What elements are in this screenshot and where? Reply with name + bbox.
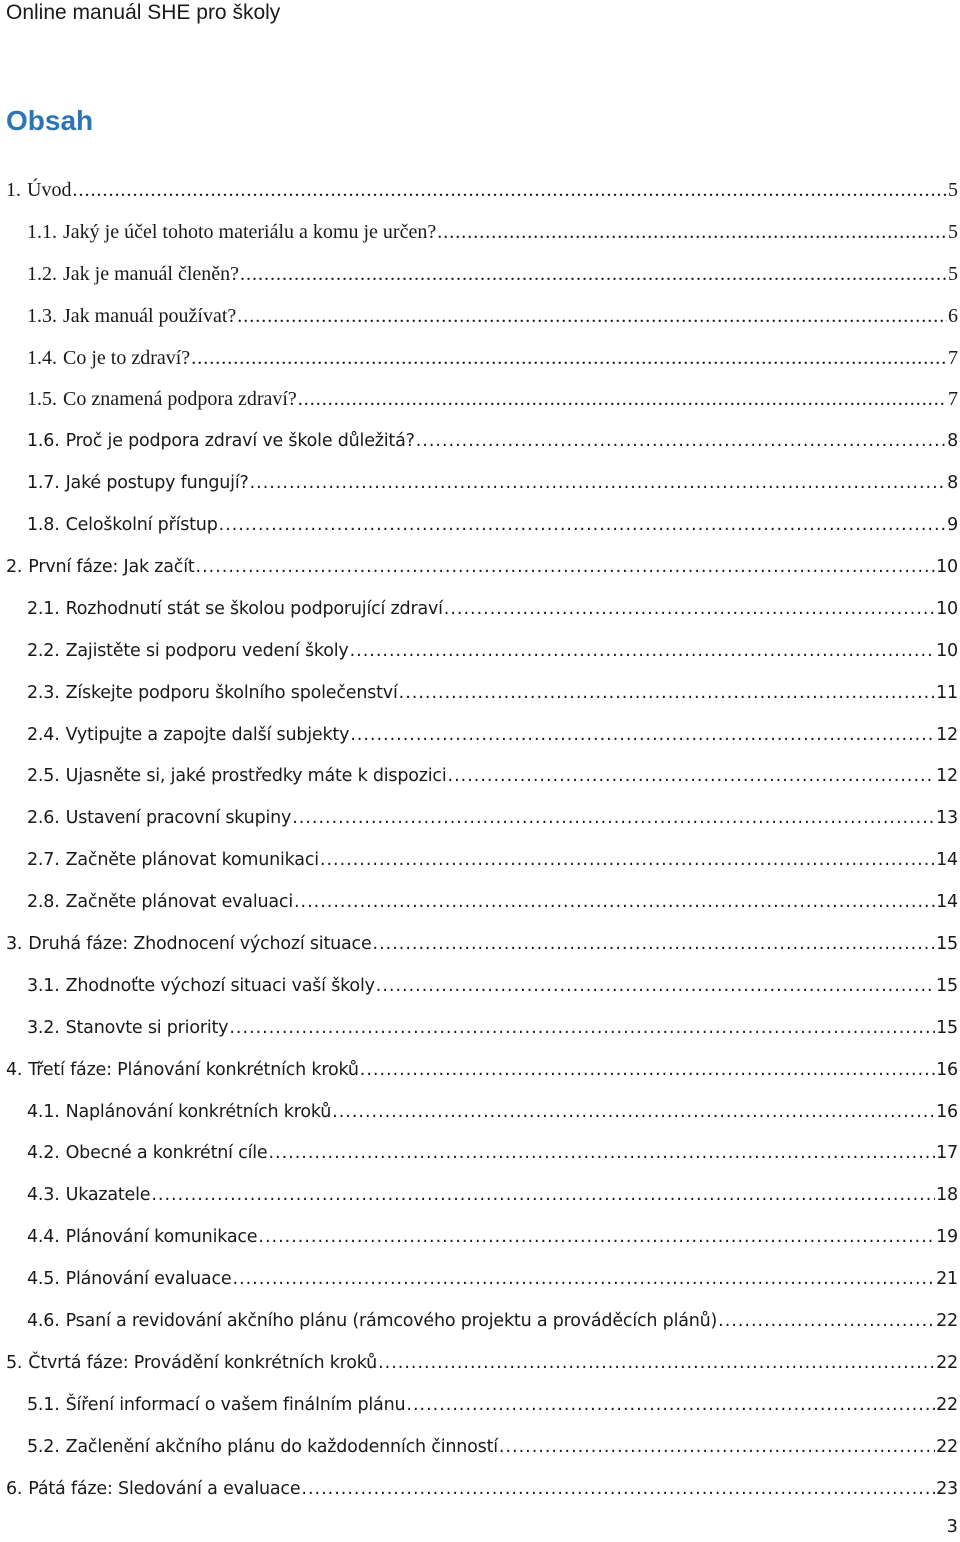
toc-dot-leader (444, 589, 935, 631)
toc-entry-page: 21 (936, 1269, 958, 1290)
toc-entry-page: 8 (947, 473, 958, 494)
toc-entry-number: 4.6. (27, 1311, 60, 1332)
toc-entry-number: 3.2. (27, 1017, 60, 1038)
toc-dot-leader (350, 715, 935, 757)
toc-entry[interactable] (0, 379, 960, 421)
toc-entry[interactable] (0, 1469, 960, 1511)
toc-dot-leader (72, 170, 947, 212)
toc-entry-page: 12 (936, 724, 958, 745)
toc-entry[interactable] (0, 840, 960, 882)
toc-entry-number: 4.5. (27, 1269, 60, 1290)
toc-dot-leader (320, 840, 935, 882)
toc-entry[interactable] (0, 463, 960, 505)
toc-dot-leader (437, 212, 947, 254)
toc-entry-page: 9 (947, 515, 958, 536)
toc-entry-title: Zhodnoťte výchozí situaci vaší školy (65, 975, 375, 996)
toc-entry[interactable] (0, 421, 960, 463)
toc-entry-page: 18 (936, 1185, 958, 1206)
running-header: Online manuál SHE pro školy (6, 1, 281, 24)
toc-entry-page: 12 (936, 766, 958, 787)
toc-entry-number: 4.4. (27, 1227, 60, 1248)
toc-dot-leader (219, 505, 946, 547)
toc-entry-title: Psaní a revidování akčního plánu (rámcového projektu a prováděcích plánů) (65, 1311, 718, 1332)
toc-entry-title: Úvod (27, 179, 72, 201)
toc-entry-number: 1. (6, 179, 21, 201)
toc-entry[interactable] (0, 338, 960, 380)
toc-entry-number: 1.2. (27, 262, 57, 285)
toc-entry-title: Druhá fáze: Zhodnocení výchozí situace (28, 934, 372, 955)
toc-entry-number: 1.4. (27, 346, 57, 369)
toc-entry-number: 2.1. (27, 598, 60, 619)
toc-entry-number: 2.7. (27, 850, 60, 871)
toc-entry[interactable] (0, 296, 960, 338)
toc-entry[interactable] (0, 1008, 960, 1050)
toc-dot-leader (232, 1259, 935, 1301)
toc-entry-title: Jak manuál používat? (63, 304, 237, 327)
toc-dot-leader (292, 798, 935, 840)
toc-entry-title: Proč je podpora zdraví ve škole důležitá? (65, 431, 415, 452)
toc-dot-leader (376, 966, 935, 1008)
toc-entry-page: 10 (936, 598, 958, 619)
toc-entry[interactable] (0, 1050, 960, 1092)
toc-entry-page: 5 (948, 220, 958, 243)
toc-entry-number: 2.4. (27, 724, 60, 745)
toc-entry-title: Co znamená podpora zdraví? (63, 388, 297, 411)
toc-entry-title: Rozhodnutí stát se školou podporující zdraví (65, 598, 443, 619)
toc-entry-title: První fáze: Jak začít (28, 557, 195, 578)
toc-entry[interactable] (0, 798, 960, 840)
toc-entry[interactable] (0, 715, 960, 757)
toc-dot-leader (399, 673, 935, 715)
toc-dot-leader (229, 1008, 935, 1050)
toc-entry-number: 1.1. (27, 220, 57, 243)
toc-entry-number: 1.8. (27, 515, 60, 536)
toc-entry-page: 16 (936, 1101, 958, 1122)
toc-entry-page: 23 (936, 1478, 958, 1499)
toc-entry[interactable] (0, 212, 960, 254)
toc-entry-title: Ukazatele (65, 1185, 151, 1206)
toc-entry-title: Pátá fáze: Sledování a evaluace (28, 1478, 301, 1499)
toc-entry-title: Obecné a konkrétní cíle (65, 1143, 268, 1164)
toc-dot-leader (378, 1343, 935, 1385)
toc-entry-number: 2.6. (27, 808, 60, 829)
toc-entry-page: 8 (947, 431, 958, 452)
toc-entry-page: 22 (936, 1352, 958, 1373)
toc-entry-page: 15 (936, 975, 958, 996)
toc-entry[interactable] (0, 1343, 960, 1385)
toc-entry-number: 2.5. (27, 766, 60, 787)
toc-entry-page: 11 (936, 682, 958, 703)
toc-entry-number: 5.2. (27, 1436, 60, 1457)
toc-entry-number: 4.3. (27, 1185, 60, 1206)
toc-entry[interactable] (0, 882, 960, 924)
toc-entry-page: 5 (948, 179, 958, 201)
toc-entry-number: 4. (6, 1059, 23, 1080)
toc-dot-leader (718, 1301, 935, 1343)
toc-dot-leader (360, 1050, 935, 1092)
toc-dot-leader (258, 1217, 935, 1259)
toc-entry[interactable] (0, 254, 960, 296)
toc-dot-leader (416, 421, 946, 463)
toc-entry-page: 22 (936, 1436, 958, 1457)
toc-dot-leader (151, 1175, 935, 1217)
toc-entry-number: 2.8. (27, 892, 60, 913)
toc-entry[interactable] (0, 966, 960, 1008)
toc-dot-leader (268, 1133, 935, 1175)
toc-entry[interactable] (0, 756, 960, 798)
toc-entry[interactable] (0, 1133, 960, 1175)
toc-entry-title: Jak je manuál členěn? (63, 262, 240, 285)
toc-entry-title: Ustavení pracovní skupiny (65, 808, 292, 829)
toc-entry[interactable] (0, 1217, 960, 1259)
toc-dot-leader (191, 338, 947, 380)
toc-entry[interactable] (0, 170, 960, 212)
toc-entry-number: 2. (6, 557, 23, 578)
toc-dot-leader (240, 254, 947, 296)
toc-entry-title: Jaké postupy fungují? (65, 473, 249, 494)
toc-entry-page: 5 (948, 262, 958, 285)
toc-entry-page: 7 (948, 346, 958, 369)
toc-dot-leader (196, 547, 936, 589)
toc-entry-title: Zajistěte si podporu vedení školy (65, 640, 349, 661)
toc-entry-page: 10 (936, 640, 958, 661)
toc-entry-number: 1.5. (27, 388, 57, 411)
table-of-contents (0, 170, 960, 1511)
toc-entry-page: 15 (936, 1017, 958, 1038)
toc-entry-page: 10 (936, 557, 958, 578)
toc-entry-number: 3.1. (27, 975, 60, 996)
toc-entry-title: Ujasněte si, jaké prostředky máte k dispozici (65, 766, 447, 787)
toc-entry-page: 14 (936, 850, 958, 871)
toc-entry-number: 2.3. (27, 682, 60, 703)
toc-entry[interactable] (0, 547, 960, 589)
toc-entry-title: Třetí fáze: Plánování konkrétních kroků (28, 1059, 359, 1080)
toc-entry[interactable] (0, 1092, 960, 1134)
toc-entry-number: 4.1. (27, 1101, 60, 1122)
toc-entry-page: 22 (936, 1394, 958, 1415)
toc-dot-leader (294, 882, 935, 924)
toc-entry-page: 17 (936, 1143, 958, 1164)
toc-entry-number: 1.7. (27, 473, 60, 494)
toc-entry-number: 6. (6, 1478, 23, 1499)
toc-entry-page: 15 (936, 934, 958, 955)
toc-entry-number: 5. (6, 1352, 23, 1373)
toc-entry-page: 14 (936, 892, 958, 913)
toc-entry-title: Vytipujte a zapojte další subjekty (65, 724, 350, 745)
toc-entry-title: Co je to zdraví? (63, 346, 191, 369)
toc-entry-title: Začněte plánovat komunikaci (65, 850, 319, 871)
toc-dot-leader (298, 379, 947, 421)
toc-entry-page: 22 (936, 1311, 958, 1332)
toc-entry-number: 3. (6, 934, 23, 955)
toc-entry-number: 2.2. (27, 640, 60, 661)
toc-entry-title: Stanovte si priority (65, 1017, 229, 1038)
toc-dot-leader (301, 1469, 935, 1511)
toc-entry-title: Plánování evaluace (65, 1269, 232, 1290)
toc-dot-leader (499, 1427, 935, 1469)
toc-dot-leader (250, 463, 946, 505)
toc-entry-page: 6 (948, 304, 958, 327)
toc-entry[interactable] (0, 1385, 960, 1427)
toc-entry[interactable] (0, 1427, 960, 1469)
toc-entry-title: Čtvrtá fáze: Provádění konkrétních kroků (28, 1352, 378, 1373)
toc-entry[interactable] (0, 505, 960, 547)
toc-entry-number: 1.6. (27, 431, 60, 452)
toc-entry[interactable] (0, 1259, 960, 1301)
toc-entry-title: Začlenění akčního plánu do každodenních činností (65, 1436, 498, 1457)
toc-entry-title: Získejte podporu školního společenství (65, 682, 398, 703)
toc-dot-leader (373, 924, 936, 966)
toc-entry-page: 19 (936, 1227, 958, 1248)
page-number: 3 (946, 1516, 958, 1537)
toc-entry-title: Plánování komunikace (65, 1227, 258, 1248)
toc-entry-title: Celoškolní přístup (65, 515, 218, 536)
toc-dot-leader (237, 296, 947, 338)
toc-entry[interactable] (0, 1175, 960, 1217)
toc-entry-title: Začněte plánovat evaluaci (65, 892, 293, 913)
toc-entry-number: 5.1. (27, 1394, 60, 1415)
toc-entry[interactable] (0, 589, 960, 631)
toc-entry[interactable] (0, 1301, 960, 1343)
toc-entry-page: 13 (936, 808, 958, 829)
toc-entry-page: 7 (948, 388, 958, 411)
toc-entry-page: 16 (936, 1059, 958, 1080)
toc-entry[interactable] (0, 631, 960, 673)
toc-entry-title: Jaký je účel tohoto materiálu a komu je určen? (63, 220, 437, 243)
toc-title: Obsah (6, 105, 94, 136)
toc-dot-leader (448, 756, 936, 798)
toc-entry-number: 1.3. (27, 304, 57, 327)
toc-entry[interactable] (0, 673, 960, 715)
toc-dot-leader (406, 1385, 935, 1427)
toc-dot-leader (332, 1092, 935, 1134)
toc-entry-title: Šíření informací o vašem finálním plánu (65, 1394, 406, 1415)
toc-dot-leader (350, 631, 936, 673)
toc-entry[interactable] (0, 924, 960, 966)
toc-entry-number: 4.2. (27, 1143, 60, 1164)
toc-entry-title: Naplánování konkrétních kroků (65, 1101, 332, 1122)
